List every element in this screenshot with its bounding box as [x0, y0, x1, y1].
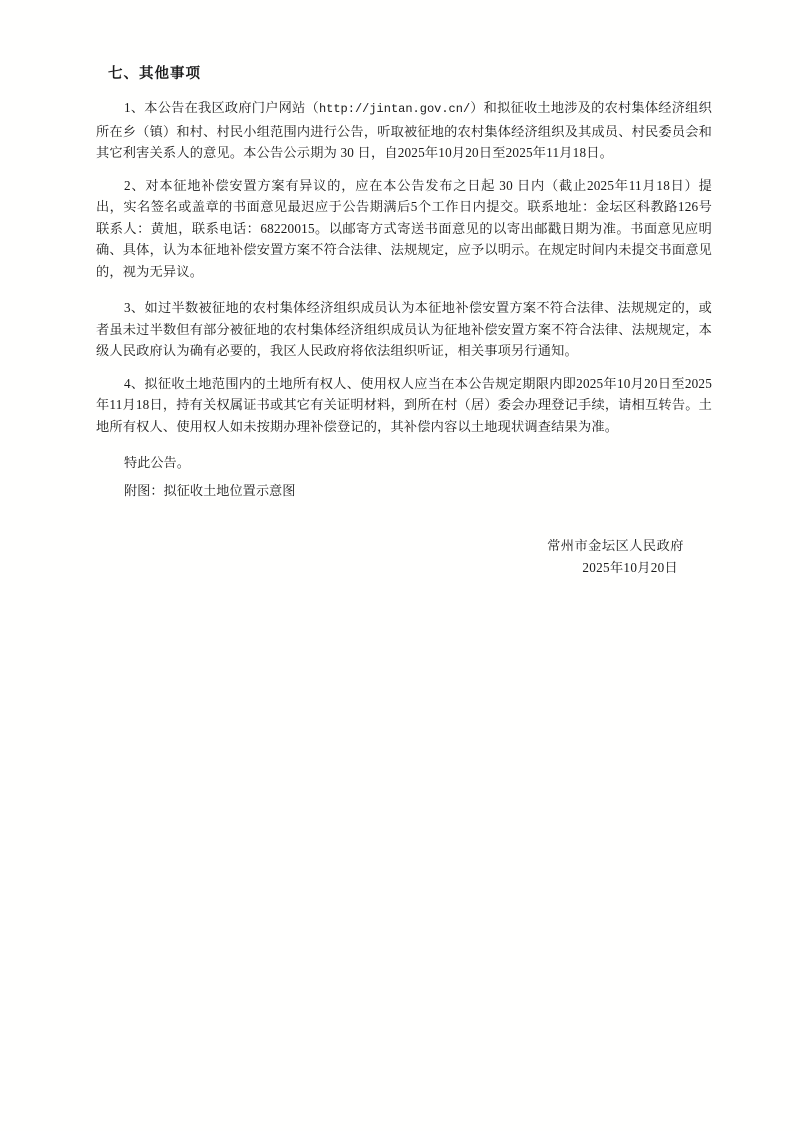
paragraph-1-pre: 1、本公告在我区政府门户网站（	[124, 100, 319, 115]
paragraph-1-post: ）和拟征收土地涉及的农村集体经济组织所在乡（镇）和村、村民小组范围内进行公告，听取被征地的农村集体经济组织及其成员、村民委员会和其它利害关系人的意见。本公告公示期为 30 日，自2025年10月20日至2025年11月18日。	[96, 100, 712, 160]
attachment-note: 附图：拟征收土地位置示意图	[124, 482, 296, 498]
government-website-url: http://jintan.gov.cn/	[318, 102, 471, 116]
paragraph-item-2: 2、对本征地补偿安置方案有异议的，应在本公告发布之日起 30 日内（截止2025年11月18日）提出，实名签名或盖章的书面意见最迟应于公告期满后5个工作日内提交。联系地址：金坛区科教路126号 联系人：黄旭，联系电话：68220015。以邮寄方式寄送书面意见的以寄出邮戳日期为准。书面意见应明确、具体，认为本征地补偿安置方案不符合法律、法规规定，应予以明示。在规定时间内未提交书面意见的，视为无异议。	[96, 177, 712, 279]
paragraph-item-4: 4、拟征收土地范围内的土地所有权人、使用权人应当在本公告规定期限内即2025年10月20日至2025年11月18日，持有关权属证书或其它有关证明材料，到所在村（居）委会办理登记手续，请相互转告。土地所有权人、使用权人如未按期办理补偿登记的，其补偿内容以土地现状调查结果为准。	[96, 375, 712, 434]
paragraph-item-1	[96, 97, 712, 164]
issue-date: 2025年10月20日	[582, 560, 678, 575]
document-body	[96, 62, 712, 579]
section-title: 七、其他事项	[108, 66, 201, 82]
closing-statement: 特此公告。	[124, 455, 190, 470]
issuing-organization: 常州市金坛区人民政府	[547, 538, 684, 553]
paragraph-item-3: 3、如过半数被征地的农村集体经济组织成员认为本征地补偿安置方案不符合法律、法规规定的，或者虽未过半数但有部分被征地的农村集体经济组织成员认为征地补偿安置方案不符合法律、法规规定，本级人民政府认为确有必要的，我区人民政府将依法组织听证，相关事项另行通知。	[96, 300, 712, 358]
signature-block	[96, 535, 712, 579]
